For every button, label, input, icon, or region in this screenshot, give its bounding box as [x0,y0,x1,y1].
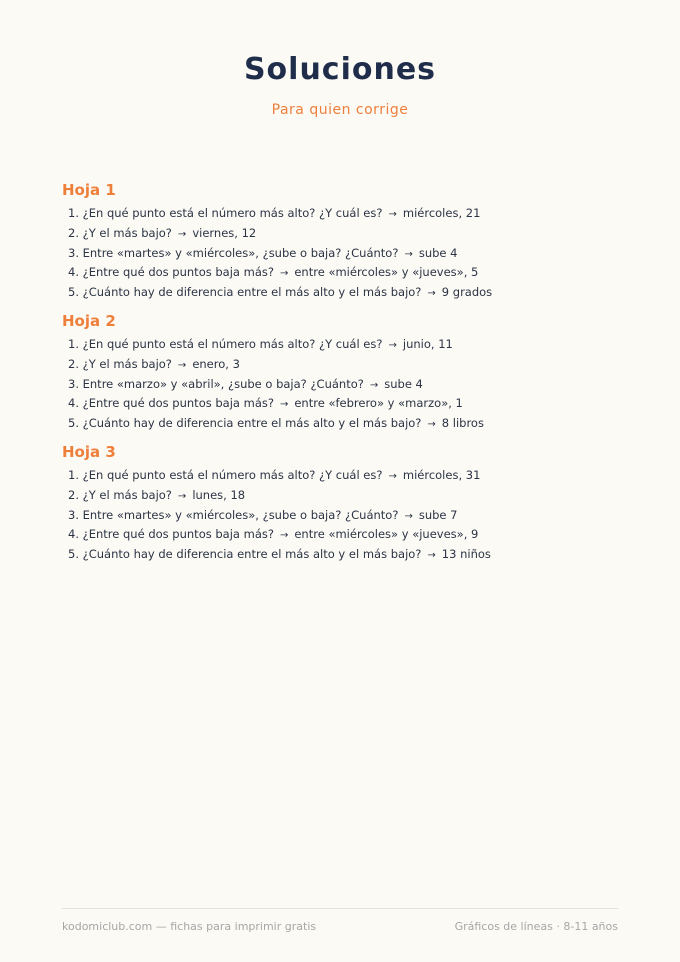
answer-item [68,355,622,375]
answer-list [62,204,622,303]
answer-text: miércoles, 21 [402,206,481,220]
arrow-right-icon: → [388,339,397,351]
footer-topic-text: Gráficos de líneas · 8-11 años [454,920,618,933]
answer-item [68,244,622,264]
answer-text: 9 grados [441,285,493,300]
answer-item [68,414,622,434]
answer-item [68,204,622,224]
question-text: 4. ¿Entre qué dos puntos baja más? [68,265,274,280]
arrow-right-icon: → [279,268,289,280]
answer-item [68,224,622,244]
question-text: 2. ¿Y el más bajo? [68,487,172,502]
arrow-right-icon: → [369,379,379,391]
section-hoja-2 [62,311,622,434]
question-text: 1. ¿En qué punto está el número más alto? ¿Y cuál es? [68,467,383,482]
answer-list [62,335,622,434]
section-title: Hoja 1 [62,181,116,199]
answer-item [68,545,622,565]
arrow-right-icon: → [177,490,187,502]
section-title: Hoja 2 [62,311,116,330]
question-text: 5. ¿Cuánto hay de diferencia entre el más alto y el más bajo? [68,285,422,300]
arrow-right-icon: → [279,399,289,411]
answer-text: sube 7 [418,507,458,522]
answer-text: lunes, 18 [192,487,246,502]
section-hoja-3 [62,442,622,565]
answer-text: viernes, 12 [192,225,257,240]
answer-item [68,486,622,506]
answer-item [68,506,622,526]
answer-text: sube 4 [384,376,423,391]
question-text: 5. ¿Cuánto hay de diferencia entre el más alto y el más bajo? [68,416,422,431]
answer-text: miércoles, 31 [402,467,481,482]
page-title: Soluciones [243,52,437,87]
answer-item [68,283,622,303]
page-subtitle: Para quien corrige [271,102,409,118]
section-title: Hoja 3 [62,442,116,461]
arrow-right-icon: → [177,359,187,371]
arrow-right-icon: → [427,419,436,431]
answer-item [68,394,622,414]
answer-item [68,466,622,486]
answer-item [68,375,622,395]
arrow-right-icon: → [177,228,187,240]
question-text: 3. Entre «martes» y «miércoles», ¿sube o baja? ¿Cuánto? [68,507,399,522]
arrow-right-icon: → [388,209,397,220]
arrow-right-icon: → [427,550,436,562]
answer-list [62,466,622,565]
answer-text: entre «febrero» y «marzo», 1 [294,396,463,411]
question-text: 2. ¿Y el más bajo? [68,356,172,371]
question-text: 3. Entre «martes» y «miércoles», ¿sube o baja? ¿Cuánto? [68,245,399,260]
arrow-right-icon: → [404,248,413,260]
question-text: 2. ¿Y el más bajo? [68,225,172,240]
question-text: 1. ¿En qué punto está el número más alto? ¿Y cuál es? [68,206,383,220]
arrow-right-icon: → [427,288,436,300]
arrow-right-icon: → [279,530,289,542]
answer-text: 8 libros [441,416,484,431]
answer-text: entre «miércoles» y «jueves», 5 [294,265,479,280]
arrow-right-icon: → [388,470,397,482]
answer-item [68,263,622,283]
answer-item [68,525,622,545]
section-hoja-1 [62,180,622,303]
question-text: 3. Entre «marzo» y «abril», ¿sube o baja? ¿Cuánto? [68,376,364,391]
answer-item [68,335,622,355]
answer-text: 13 niños [441,547,491,562]
question-text: 5. ¿Cuánto hay de diferencia entre el más alto y el más bajo? [68,547,422,562]
arrow-right-icon: → [404,510,413,522]
answer-text: sube 4 [418,245,458,260]
question-text: 4. ¿Entre qué dos puntos baja más? [68,396,274,411]
answer-text: enero, 3 [192,356,240,371]
answer-text: junio, 11 [402,336,453,351]
solutions-list [62,180,622,573]
question-text: 1. ¿En qué punto está el número más alto? ¿Y cuál es? [68,336,383,351]
question-text: 4. ¿Entre qué dos puntos baja más? [68,527,274,542]
answer-text: entre «miércoles» y «jueves», 9 [294,527,479,542]
footer-site-text: kodomiclub.com — fichas para imprimir gratis [62,920,317,933]
footer-divider [62,908,618,909]
